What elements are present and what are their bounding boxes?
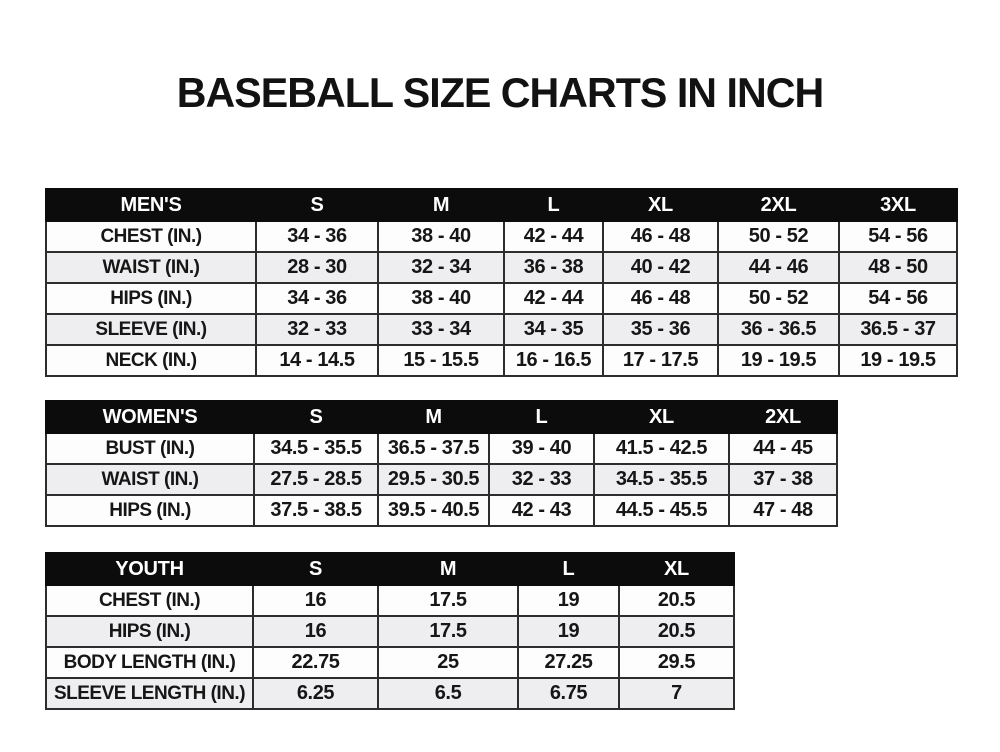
size-value-cell: 6.75 [518,678,619,709]
table-title-cell: MEN'S [46,189,256,221]
size-value-cell: 46 - 48 [603,221,718,252]
size-value-cell: 38 - 40 [378,283,504,314]
size-value-cell: 36.5 - 37 [839,314,957,345]
size-column-header: XL [594,401,729,433]
mens-header-row [46,189,957,221]
size-value-cell: 17.5 [378,616,518,647]
table-row [46,221,957,252]
size-column-header: 2XL [718,189,839,221]
size-value-cell: 44 - 46 [718,252,839,283]
size-column-header: M [378,401,489,433]
size-column-header: S [253,553,378,585]
size-column-header: L [518,553,619,585]
table-row [46,433,837,464]
size-value-cell: 39.5 - 40.5 [378,495,489,526]
size-value-cell: 19 - 19.5 [718,345,839,376]
size-value-cell: 41.5 - 42.5 [594,433,729,464]
size-value-cell: 42 - 44 [504,221,603,252]
measurement-label: WAIST (IN.) [46,252,256,283]
table-row [46,495,837,526]
size-column-header: 2XL [729,401,837,433]
measurement-label: CHEST (IN.) [46,585,253,616]
size-value-cell: 32 - 34 [378,252,504,283]
size-value-cell: 44.5 - 45.5 [594,495,729,526]
size-value-cell: 6.25 [253,678,378,709]
measurement-label: HIPS (IN.) [46,283,256,314]
table-title-cell: YOUTH [46,553,253,585]
table-row [46,585,734,616]
size-column-header: XL [619,553,734,585]
page-title: BASEBALL SIZE CHARTS IN INCH [176,69,824,116]
measurement-label: HIPS (IN.) [46,495,254,526]
size-value-cell: 17.5 [378,585,518,616]
table-row [46,314,957,345]
size-value-cell: 20.5 [619,585,734,616]
measurement-label: CHEST (IN.) [46,221,256,252]
size-value-cell: 19 - 19.5 [839,345,957,376]
size-value-cell: 46 - 48 [603,283,718,314]
measurement-label: BUST (IN.) [46,433,254,464]
table-row [46,647,734,678]
size-value-cell: 14 - 14.5 [256,345,378,376]
size-value-cell: 36 - 38 [504,252,603,283]
size-value-cell: 32 - 33 [489,464,594,495]
size-value-cell: 48 - 50 [839,252,957,283]
measurement-label: HIPS (IN.) [46,616,253,647]
size-column-header: L [489,401,594,433]
youth-header-row [46,553,734,585]
size-value-cell: 27.5 - 28.5 [254,464,378,495]
size-value-cell: 7 [619,678,734,709]
size-column-header: 3XL [839,189,957,221]
table-row [46,616,734,647]
table-row [46,283,957,314]
size-value-cell: 37 - 38 [729,464,837,495]
size-value-cell: 25 [378,647,518,678]
size-value-cell: 42 - 43 [489,495,594,526]
size-value-cell: 36.5 - 37.5 [378,433,489,464]
size-value-cell: 28 - 30 [256,252,378,283]
size-value-cell: 36 - 36.5 [718,314,839,345]
size-value-cell: 39 - 40 [489,433,594,464]
measurement-label: SLEEVE (IN.) [46,314,256,345]
size-value-cell: 27.25 [518,647,619,678]
size-value-cell: 50 - 52 [718,221,839,252]
size-value-cell: 35 - 36 [603,314,718,345]
table-row [46,345,957,376]
size-value-cell: 16 [253,616,378,647]
size-value-cell: 16 - 16.5 [504,345,603,376]
size-column-header: S [254,401,378,433]
size-value-cell: 19 [518,616,619,647]
size-value-cell: 34.5 - 35.5 [254,433,378,464]
measurement-label: SLEEVE LENGTH (IN.) [46,678,253,709]
size-value-cell: 40 - 42 [603,252,718,283]
size-value-cell: 34 - 35 [504,314,603,345]
size-value-cell: 34 - 36 [256,283,378,314]
size-value-cell: 47 - 48 [729,495,837,526]
size-value-cell: 20.5 [619,616,734,647]
size-column-header: M [378,189,504,221]
size-column-header: S [256,189,378,221]
size-value-cell: 29.5 [619,647,734,678]
size-value-cell: 16 [253,585,378,616]
size-value-cell: 42 - 44 [504,283,603,314]
size-value-cell: 19 [518,585,619,616]
womens-header-row [46,401,837,433]
womens-size-table [45,400,838,527]
size-value-cell: 50 - 52 [718,283,839,314]
size-value-cell: 37.5 - 38.5 [254,495,378,526]
table-row [46,678,734,709]
measurement-label: WAIST (IN.) [46,464,254,495]
table-title-cell: WOMEN'S [46,401,254,433]
size-column-header: M [378,553,518,585]
measurement-label: BODY LENGTH (IN.) [46,647,253,678]
table-row [46,252,957,283]
size-value-cell: 44 - 45 [729,433,837,464]
size-value-cell: 33 - 34 [378,314,504,345]
size-value-cell: 22.75 [253,647,378,678]
size-value-cell: 29.5 - 30.5 [378,464,489,495]
table-row [46,464,837,495]
size-column-header: XL [603,189,718,221]
size-value-cell: 17 - 17.5 [603,345,718,376]
youth-size-table [45,552,735,710]
size-value-cell: 34 - 36 [256,221,378,252]
size-value-cell: 32 - 33 [256,314,378,345]
size-value-cell: 54 - 56 [839,283,957,314]
size-value-cell: 34.5 - 35.5 [594,464,729,495]
size-value-cell: 38 - 40 [378,221,504,252]
size-value-cell: 6.5 [378,678,518,709]
size-value-cell: 15 - 15.5 [378,345,504,376]
size-column-header: L [504,189,603,221]
mens-size-table [45,188,958,377]
size-value-cell: 54 - 56 [839,221,957,252]
measurement-label: NECK (IN.) [46,345,256,376]
